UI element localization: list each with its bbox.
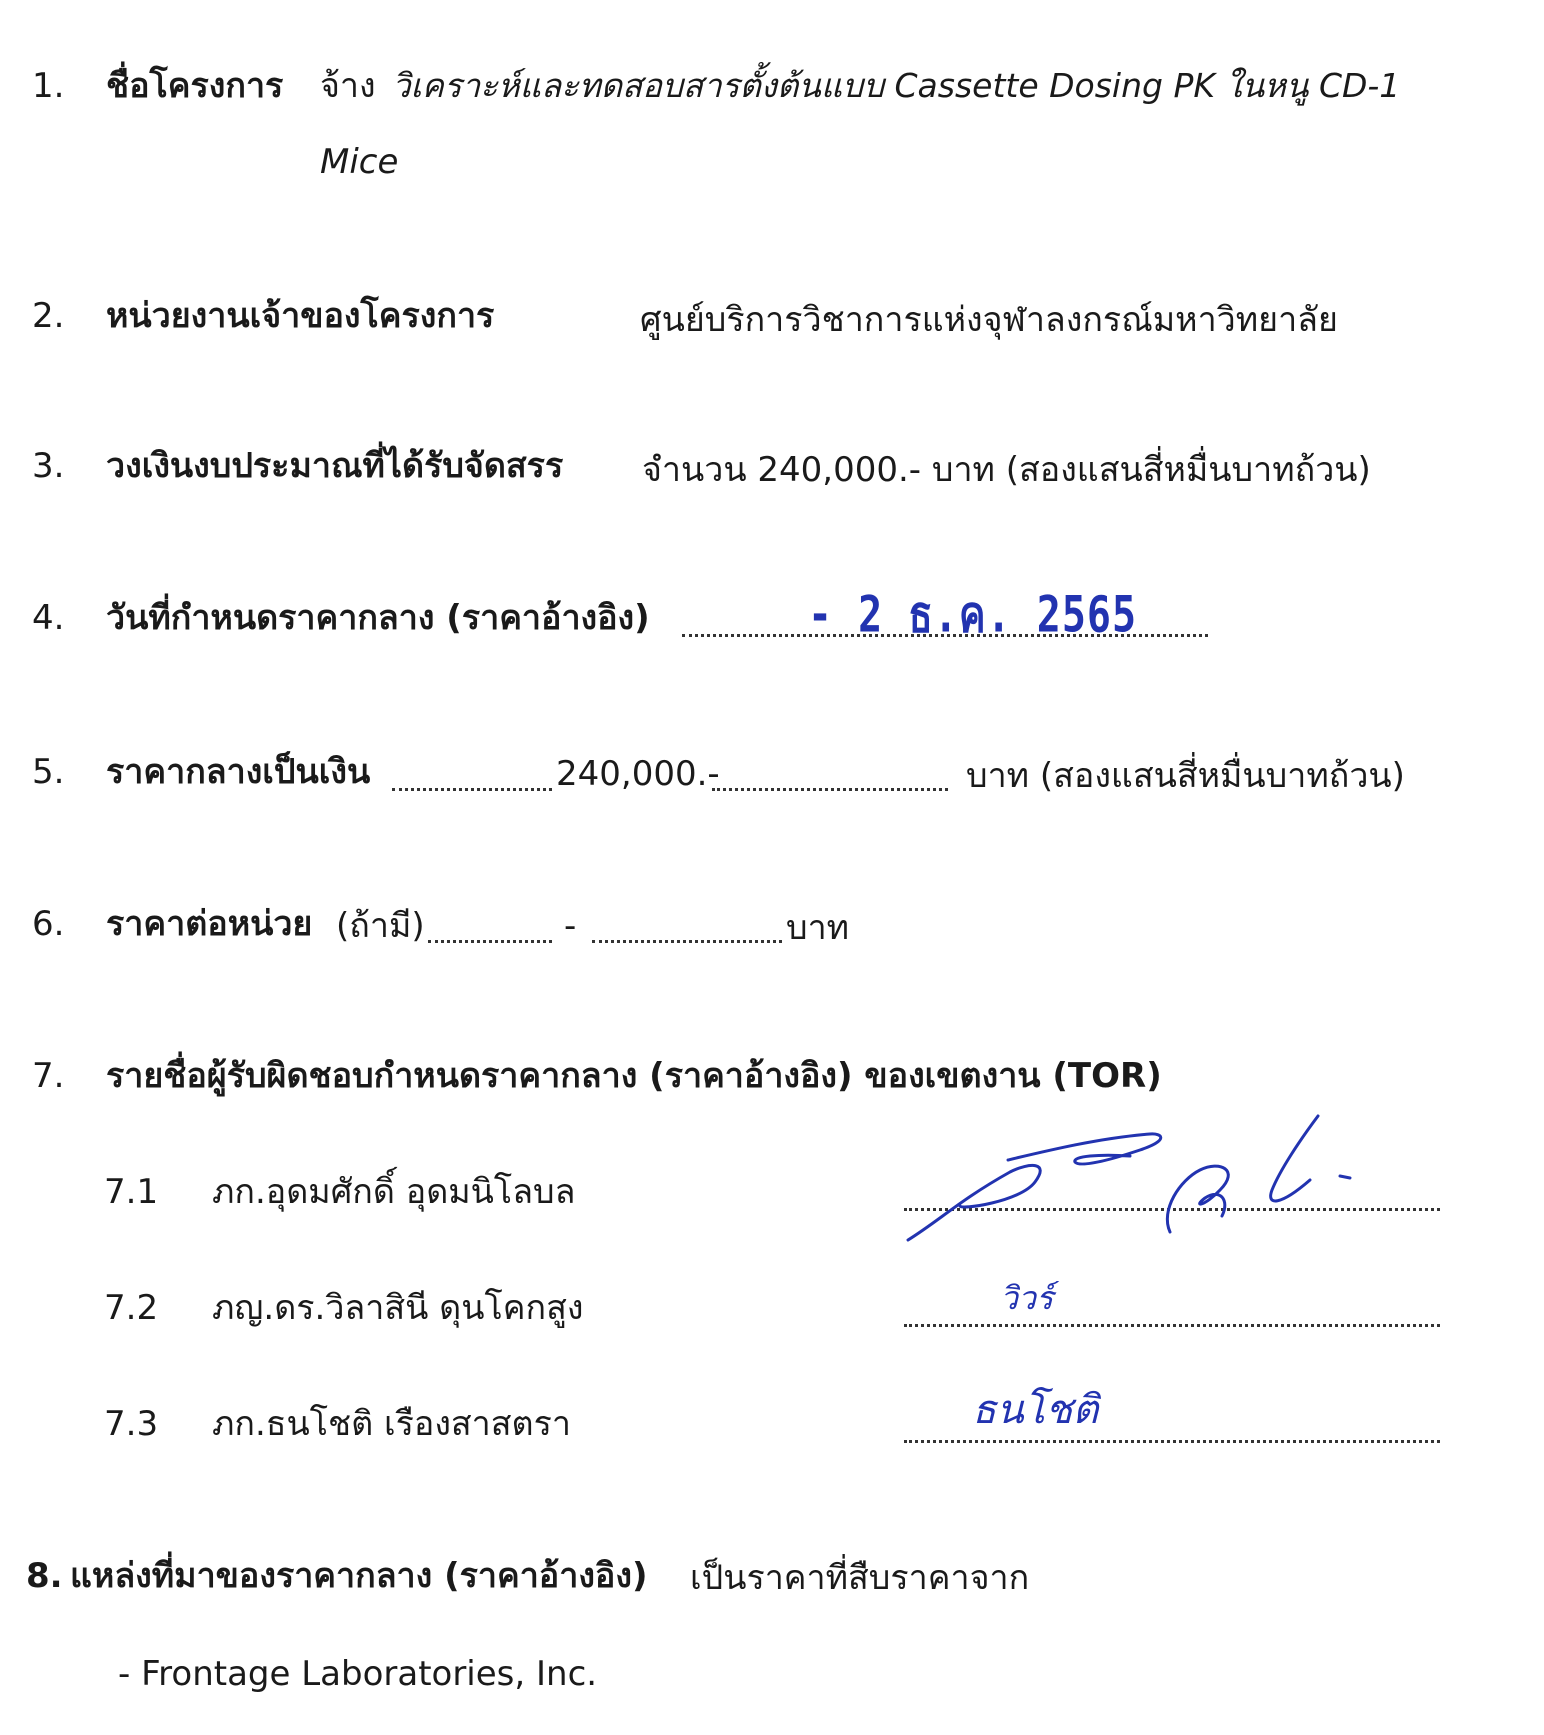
item-2-number: 2. <box>32 296 65 336</box>
item-6-label-note: (ถ้ามี) <box>336 906 425 946</box>
item-1-number: 1. <box>32 66 65 106</box>
source-item: - Frontage Laboratories, Inc. <box>118 1654 598 1694</box>
member-1-number: 7.1 <box>104 1172 159 1212</box>
item-6-suffix: บาท <box>786 908 850 948</box>
item-3-label: วงเงินงบประมาณที่ได้รับจัดสรร <box>106 446 564 486</box>
item-8-number: 8. <box>26 1556 63 1596</box>
item-4-number: 4. <box>32 598 65 638</box>
item-6-value: - <box>564 906 577 946</box>
item-3-value: จำนวน 240,000.- บาท (สองแสนสี่หมื่นบาทถ้วน) <box>642 450 1371 490</box>
member-1-name: ภก.อุดมศักดิ์ อุดมนิโลบล <box>212 1172 576 1212</box>
item-5-suffix: บาท (สองแสนสี่หมื่นบาทถ้วน) <box>966 756 1405 796</box>
item-8-value: เป็นราคาที่สืบราคาจาก <box>690 1558 1030 1598</box>
item-6-dots-left <box>428 940 552 943</box>
item-6-label: ราคาต่อหน่วย <box>106 904 313 944</box>
item-1-prefix: จ้าง <box>320 66 376 106</box>
member-3-signature-line <box>904 1440 1440 1443</box>
item-1-title-line2: Mice <box>320 142 399 182</box>
item-5-dots-left <box>392 788 552 791</box>
item-5-number: 5. <box>32 752 65 792</box>
item-2-label: หน่วยงานเจ้าของโครงการ <box>106 296 495 336</box>
item-3-number: 3. <box>32 446 65 486</box>
signature-1-icon <box>900 1110 1380 1250</box>
item-7-number: 7. <box>32 1056 65 1096</box>
item-5-value: 240,000.- <box>556 754 720 794</box>
signature-2: วิวร์ <box>1000 1279 1054 1317</box>
item-6-dots-right <box>592 940 782 943</box>
signature-3: ธนโชติ <box>972 1387 1099 1433</box>
member-2-signature-line <box>904 1324 1440 1327</box>
member-3-number: 7.3 <box>104 1404 159 1444</box>
member-2-number: 7.2 <box>104 1288 159 1328</box>
item-5-label: ราคากลางเป็นเงิน <box>106 752 371 792</box>
item-1-title-line1: วิเคราะห์และทดสอบสารตั้งต้นแบบ Cassette Dosing PK ในหนู CD-1 <box>392 66 1401 105</box>
member-2-name: ภญ.ดร.วิลาสินี ดุนโคกสูง <box>212 1288 584 1328</box>
item-1-label: ชื่อโครงการ <box>106 66 284 106</box>
item-7-label: รายชื่อผู้รับผิดชอบกำหนดราคากลาง (ราคาอ้างอิง) ของเขตงาน (TOR) <box>106 1056 1162 1096</box>
item-8-label: แหล่งที่มาของราคากลาง (ราคาอ้างอิง) <box>70 1556 648 1596</box>
member-3-name: ภก.ธนโชติ เรืองสาสตรา <box>212 1404 571 1444</box>
date-stamp: - 2 ธ.ค. 2565 <box>808 586 1138 644</box>
item-4-label: วันที่กำหนดราคากลาง (ราคาอ้างอิง) <box>106 598 650 638</box>
item-6-number: 6. <box>32 904 65 944</box>
item-2-value: ศูนย์บริการวิชาการแห่งจุฬาลงกรณ์มหาวิทยาลัย <box>640 300 1338 340</box>
item-5-dots-right <box>712 788 948 791</box>
